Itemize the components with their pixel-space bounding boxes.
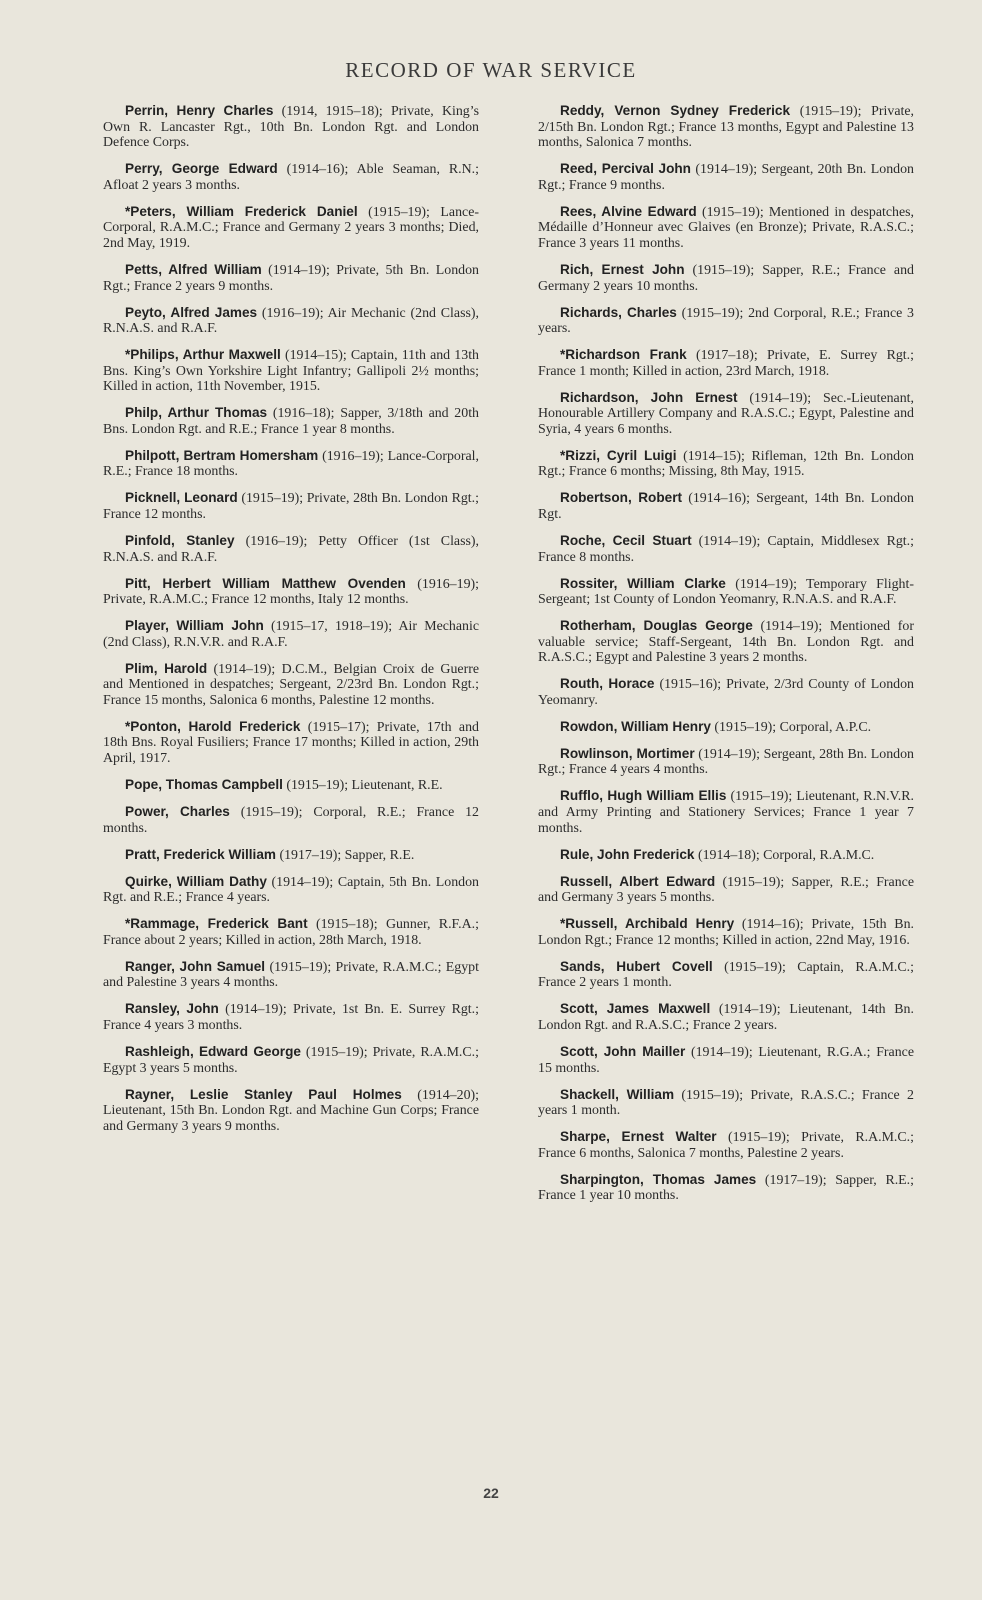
page-title: RECORD OF WAR SERVICE: [345, 58, 637, 82]
service-record-entry: [103, 305, 479, 337]
service-record-entry: [538, 161, 914, 193]
entry-details: (1914–15); Captain, 11th and 13th Bns. King’s Own Yorkshire Light Infantry; Gallipoli 2½ months; Killed in action, 11th November, 1915.: [103, 348, 480, 395]
service-record-entry: [538, 618, 914, 666]
entry-name: Philpott, Bertram Homersham: [125, 447, 319, 463]
service-record-entry: [103, 204, 479, 252]
service-record-entry: [538, 347, 914, 379]
entry-name: *Philips, Arthur Maxwell: [125, 347, 281, 363]
service-record-entry: [538, 788, 914, 836]
entry-details: (1914–19); Private, 5th Bn. London Rgt.; France 2 years 9 months.: [103, 262, 479, 294]
service-record-entry: [538, 262, 914, 294]
entry-details: (1916–19); Petty Officer (1st Class), R.N.A.S. and R.A.F.: [103, 533, 480, 565]
service-record-entry: [538, 959, 914, 991]
service-record-entry: [103, 618, 479, 650]
entry-details: (1914–16); Able Seaman, R.N.; Afloat 2 years 3 months.: [103, 162, 479, 193]
service-record-entry: [103, 347, 479, 395]
entry-name: Rowlinson, Mortimer: [560, 745, 695, 761]
entry-name: Quirke, William Dathy: [125, 873, 267, 889]
service-record-entry: [538, 719, 914, 736]
right-column: [538, 103, 914, 1214]
entry-details: (1915–19); Corporal, R.E.; France 12 months.: [103, 805, 479, 836]
entry-details: (1916–19); Air Mechanic (2nd Class), R.N.A.S. and R.A.F.: [103, 305, 479, 337]
service-record-entry: [103, 847, 479, 864]
entry-name: Pope, Thomas Campbell: [125, 777, 283, 793]
service-record-entry: [103, 719, 479, 767]
entry-details: (1915–19); Sapper, R.E.; France and Germany 3 years 5 months.: [538, 874, 914, 906]
entry-details: (1915–19); Sapper, R.E.; France and Germany 2 years 10 months.: [538, 262, 914, 294]
entry-details: (1915–19); Private, 28th Bn. London Rgt.; France 12 months.: [103, 491, 479, 522]
service-record-entry: [538, 916, 914, 948]
entry-name: Sands, Hubert Covell: [560, 958, 713, 974]
service-record-entry: [538, 874, 914, 906]
entry-name: Pinfold, Stanley: [125, 532, 235, 548]
entry-name: Rotherham, Douglas George: [560, 618, 753, 634]
service-record-entry: [538, 448, 914, 480]
service-record-entry: [538, 204, 914, 252]
entry-details: (1914–19); Sec.-Lieutenant, Honourable Artillery Company and R.A.S.C.; Egypt, Palestine and Syria, 4 years 6 months.: [538, 390, 914, 437]
service-record-entry: [103, 405, 479, 437]
service-record-entry: [538, 1172, 914, 1204]
entry-details: (1914–19); Private, 1st Bn. E. Surrey Rgt.; France 4 years 3 months.: [103, 1002, 479, 1033]
entry-name: Pitt, Herbert William Matthew Ovenden: [125, 575, 406, 591]
entry-name: Sharpe, Ernest Walter: [560, 1129, 717, 1145]
entry-name: *Rizzi, Cyril Luigi: [560, 447, 677, 463]
entry-name: *Peters, William Frederick Daniel: [125, 203, 358, 219]
entry-details: (1915–18); Gunner, R.F.A.; France about 2 years; Killed in action, 28th March, 1918.: [103, 917, 479, 948]
entry-details: (1915–19); Lance-Corporal, R.A.M.C.; France and Germany 2 years 3 months; Died, 2nd May, 1919.: [103, 204, 479, 251]
entry-details: (1915–16); Private, 2/3rd County of London Yeomanry.: [538, 677, 914, 708]
entry-details: (1916–19); Private, R.A.M.C.; France 12 months, Italy 12 months.: [103, 576, 479, 608]
entry-details: (1914–19); Sergeant, 28th Bn. London Rgt.; France 4 years 4 months.: [538, 746, 914, 778]
entry-details: (1917–18); Private, E. Surrey Rgt.; France 1 month; Killed in action, 23rd March, 1918.: [538, 348, 914, 379]
entry-details: (1914–18); Corporal, R.A.M.C.: [697, 847, 875, 863]
service-record-entry: [103, 874, 479, 906]
entry-name: Player, William John: [125, 618, 264, 634]
entry-details: (1914–19); Lieutenant, 14th Bn. London Rgt. and R.A.S.C.; France 2 years.: [538, 1002, 914, 1033]
entry-name: *Rammage, Frederick Bant: [125, 916, 308, 932]
entry-name: Rule, John Frederick: [560, 846, 695, 862]
service-record-entry: [538, 1001, 914, 1033]
entry-details: (1915–19); Lieutenant, R.E.: [286, 778, 443, 794]
entry-name: *Russell, Archibald Henry: [560, 916, 735, 932]
entry-details: (1914–19); Temporary Flight-Sergeant; 1st County of London Yeomanry, R.N.A.S. and R.A.F.: [538, 576, 914, 608]
entry-details: (1914–19); Lieutenant, R.G.A.; France 15 months.: [538, 1044, 914, 1076]
service-record-entry: [538, 576, 914, 608]
entry-name: Petts, Alfred William: [125, 261, 262, 277]
entry-name: Pratt, Frederick William: [125, 846, 276, 862]
service-record-entry: [103, 1001, 479, 1033]
entry-name: Rayner, Leslie Stanley Paul Holmes: [125, 1086, 402, 1102]
service-record-entry: [103, 448, 479, 480]
entry-details: (1915–19); Corporal, A.P.C.: [714, 719, 872, 735]
entry-details: (1916–19); Lance-Corporal, R.E.; France 18 months.: [103, 448, 479, 480]
page-number: 22: [483, 1485, 499, 1501]
entry-name: Sharpington, Thomas James: [560, 1171, 757, 1187]
service-record-entry: [538, 1129, 914, 1161]
entry-name: *Richardson Frank: [560, 347, 687, 363]
entry-details: (1914, 1915–18); Private, King’s Own R. Lancaster Rgt., 10th Bn. London Rgt. and London Defence Corps.: [103, 104, 479, 151]
entry-name: Reed, Percival John: [560, 161, 691, 177]
entry-name: Rees, Alvine Edward: [560, 203, 697, 219]
entry-name: Philp, Arthur Thomas: [125, 405, 268, 421]
entry-details: (1915–19); Private, R.A.M.C.; Egypt 3 years 5 months.: [103, 1044, 479, 1076]
entry-name: Richards, Charles: [560, 304, 677, 320]
service-record-entry: [538, 490, 914, 522]
service-record-entry: [538, 746, 914, 778]
entry-details: (1915–19); Private, 2/15th Bn. London Rgt.; France 13 months, Egypt and Palestine 13 months, Salonica 7 months.: [538, 104, 914, 151]
entry-details: (1915–19); Captain, R.A.M.C.; France 2 years 1 month.: [538, 959, 914, 991]
entry-details: (1914–19); Mentioned for valuable service; Staff-Sergeant, 14th Bn. London Rgt. and R.A.S.C.; Egypt and Palestine 3 years 2 months.: [538, 619, 914, 666]
entry-name: Perry, George Edward: [125, 161, 278, 177]
service-record-entry: [103, 916, 479, 948]
service-record-entry: [538, 305, 914, 337]
entry-name: Roche, Cecil Stuart: [560, 532, 692, 548]
service-record-entry: [103, 262, 479, 294]
entry-name: Ranger, John Samuel: [125, 958, 266, 974]
entry-name: Scott, John Mailler: [560, 1043, 686, 1059]
service-record-entry: [103, 661, 479, 709]
entry-name: Perrin, Henry Charles: [125, 103, 274, 118]
service-record-entry: [538, 533, 914, 565]
entry-details: (1915–17); Private, 17th and 18th Bns. Royal Fusiliers; France 17 months; Killed in action, 29th April, 1917.: [103, 719, 479, 767]
entry-name: Scott, James Maxwell: [560, 1001, 711, 1017]
service-record-entry: [103, 533, 479, 565]
service-record-entry: [103, 1044, 479, 1076]
entry-name: Rich, Ernest John: [560, 261, 685, 277]
entry-details: (1914–19); D.C.M., Belgian Croix de Guerre and Mentioned in despatches; Sergeant, 2/23rd Bn. London Rgt.; France 15 months, Salonica 6 months, Palestine 12 months.: [103, 661, 479, 708]
service-record-entry: [103, 161, 479, 193]
entry-name: *Ponton, Harold Frederick: [125, 718, 301, 734]
entry-name: Reddy, Vernon Sydney Frederick: [560, 103, 791, 118]
entry-details: (1915–17, 1918–19); Air Mechanic (2nd Class), R.N.V.R. and R.A.F.: [103, 619, 479, 650]
entry-name: Rowdon, William Henry: [560, 718, 711, 734]
service-record-entry: [538, 847, 914, 864]
entry-details: (1915–19); Mentioned in despatches, Médaille d’Honneur avec Glaives (en Bronze); Private, R.A.S.C.; France 3 years 11 months.: [538, 204, 914, 251]
entry-name: Rossiter, William Clarke: [560, 575, 726, 591]
entry-name: Richardson, John Ernest: [560, 389, 738, 405]
service-record-entry: [538, 1044, 914, 1076]
entry-details: (1915–19); Private, R.A.M.C.; France 6 months, Salonica 7 months, Palestine 2 years.: [538, 1130, 915, 1161]
entry-details: (1915–19); Lieutenant, R.N.V.R. and Army Printing and Stationery Services; France 1 year 7 months.: [538, 789, 915, 836]
entry-name: Robertson, Robert: [560, 490, 683, 506]
entry-name: Ransley, John: [125, 1001, 219, 1017]
entry-name: Plim, Harold: [125, 660, 208, 676]
entry-details: (1917–19); Sapper, R.E.; France 1 year 10 months.: [538, 1172, 914, 1204]
service-record-entry: [538, 676, 914, 708]
entry-details: (1914–19); Sergeant, 20th Bn. London Rgt.; France 9 months.: [538, 162, 914, 193]
service-record-entry: [103, 959, 479, 991]
entry-details: (1914–19); Captain, 5th Bn. London Rgt. and R.E.; France 4 years.: [103, 874, 479, 906]
service-record-entry: [103, 777, 479, 794]
service-record-entry: [103, 490, 479, 522]
service-record-entry: [103, 576, 479, 608]
entry-details: (1915–19); 2nd Corporal, R.E.; France 3 years.: [538, 305, 914, 337]
service-record-entry: [103, 1087, 479, 1135]
entry-details: (1915–19); Private, R.A.M.C.; Egypt and Palestine 3 years 4 months.: [103, 959, 479, 991]
entry-details: (1914–15); Rifleman, 12th Bn. London Rgt.; France 6 months; Missing, 8th May, 1915.: [538, 448, 914, 480]
entry-details: (1914–16); Sergeant, 14th Bn. London Rgt.: [538, 491, 915, 522]
service-record-entry: [103, 103, 479, 151]
service-record-entry: [538, 390, 914, 438]
entry-name: Shackell, William: [560, 1086, 675, 1102]
service-record-entry: [538, 1087, 914, 1119]
entry-name: Russell, Albert Edward: [560, 873, 716, 889]
entry-name: Rufflo, Hugh William Ellis: [560, 788, 727, 804]
entry-name: Peyto, Alfred James: [125, 304, 258, 320]
entry-details: (1916–18); Sapper, 3/18th and 20th Bns. London Rgt. and R.E.; France 1 year 8 months.: [103, 406, 480, 437]
entry-details: (1914–16); Private, 15th Bn. London Rgt.; France 12 months; Killed in action, 22nd May, 1916.: [538, 917, 914, 948]
entry-name: Power, Charles: [125, 804, 230, 820]
service-record-entry: [103, 804, 479, 836]
left-column: [103, 103, 479, 1145]
entry-details: (1915–19); Private, R.A.S.C.; France 2 years 1 month.: [538, 1087, 914, 1119]
entry-name: Rashleigh, Edward George: [125, 1043, 301, 1059]
entry-details: (1914–19); Captain, Middlesex Rgt.; France 8 months.: [538, 533, 914, 565]
service-record-entry: [538, 103, 914, 151]
entry-name: Picknell, Leonard: [125, 490, 238, 506]
entry-name: Routh, Horace: [560, 676, 655, 692]
entry-details: (1917–19); Sapper, R.E.: [279, 847, 415, 863]
entry-details: (1914–20); Lieutenant, 15th Bn. London Rgt. and Machine Gun Corps; France and Germany 3 years 9 months.: [103, 1087, 479, 1134]
